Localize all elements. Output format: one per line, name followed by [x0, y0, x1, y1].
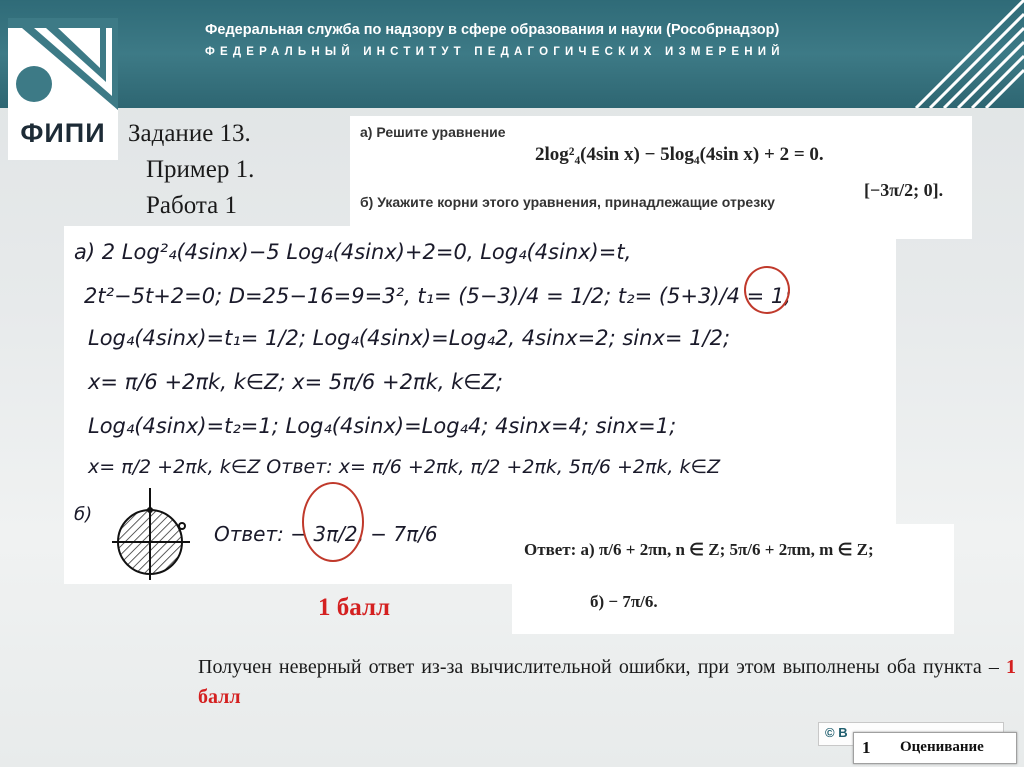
score-label: 1 балл	[318, 594, 391, 621]
diagonal-stripes-decoration	[894, 0, 1024, 108]
work-line-1: а) 2 Log²₄(4sinx)−5 Log₄(4sinx)+2=0, Log₄(4sinx)=t,	[74, 240, 632, 264]
example-number: Пример 1.	[146, 156, 255, 183]
work-line-5: Log₄(4sinx)=t₂=1; Log₄(4sinx)=Log₄4; 4sinx=4; sinx=1;	[88, 414, 677, 438]
footer-page-number: 1	[862, 738, 871, 757]
reference-answer-a: Ответ: а) π/6 + 2πn, n ∈ Z; 5π/6 + 2πm, m ∈ Z;	[524, 540, 874, 559]
footer-section-label: Оценивание	[900, 739, 984, 755]
work-answer-b: Ответ: − 3π/2, − 7π/6	[214, 522, 438, 546]
work-line-4: x= π/6 +2πk, k∈Z; x= 5π/6 +2πk, k∈Z;	[88, 370, 503, 394]
footer-section-nav[interactable]	[853, 732, 1017, 764]
footer-copyright: © В	[825, 725, 848, 740]
grading-comment-score: 1 балл	[198, 656, 1017, 708]
task-number: Задание 13.	[128, 120, 251, 147]
circled-answer-mark	[302, 482, 364, 562]
reference-answer-box	[512, 524, 954, 634]
header-band	[0, 0, 1024, 108]
work-line-2: 2t²−5t+2=0; D=25−16=9=3², t₁= (5−3)/4 = 1/2; t₂= (5+3)/4 = 1;	[84, 284, 792, 308]
task-part-a: а) Решите уравнение	[360, 124, 506, 140]
work-number: Работа 1	[146, 192, 237, 219]
logo-graphic-icon	[8, 18, 118, 118]
task-interval: [−3π/2; 0].	[864, 180, 944, 200]
work-part-b-label: б)	[74, 504, 93, 525]
task-part-b: б) Укажите корни этого уравнения, принадлежащие отрезку	[360, 194, 775, 210]
task-equation: 2log²₄(4sin x) − 5log₄(4sin x) + 2 = 0.	[535, 144, 824, 165]
work-line-3: Log₄(4sinx)=t₁= 1/2; Log₄(4sinx)=Log₄2, 4sinx=2; sinx= 1/2;	[88, 326, 731, 350]
header-agency-name: Федеральная служба по надзору в сфере образования и науки (Рособрнадзор)	[205, 22, 780, 38]
circled-root-mark	[744, 266, 790, 314]
work-line-6: x= π/2 +2πk, k∈Z Ответ: x= π/6 +2πk, π/2 +2πk, 5π/6 +2πk, k∈Z	[88, 456, 721, 478]
unit-circle-sketch-icon	[108, 482, 192, 582]
logo-text: ФИПИ	[20, 118, 106, 148]
task-title-block	[128, 116, 254, 224]
grading-comment	[198, 652, 1016, 712]
header-institute-name: ФЕДЕРАЛЬНЫЙ ИНСТИТУТ ПЕДАГОГИЧЕСКИХ ИЗМЕРЕНИЙ	[205, 46, 785, 58]
grading-comment-text: Получен неверный ответ из-за вычислительной ошибки, при этом выполнены оба пункта –	[198, 656, 999, 678]
task-condition-box	[350, 116, 972, 239]
reference-answer-b: б) − 7π/6.	[590, 592, 658, 611]
